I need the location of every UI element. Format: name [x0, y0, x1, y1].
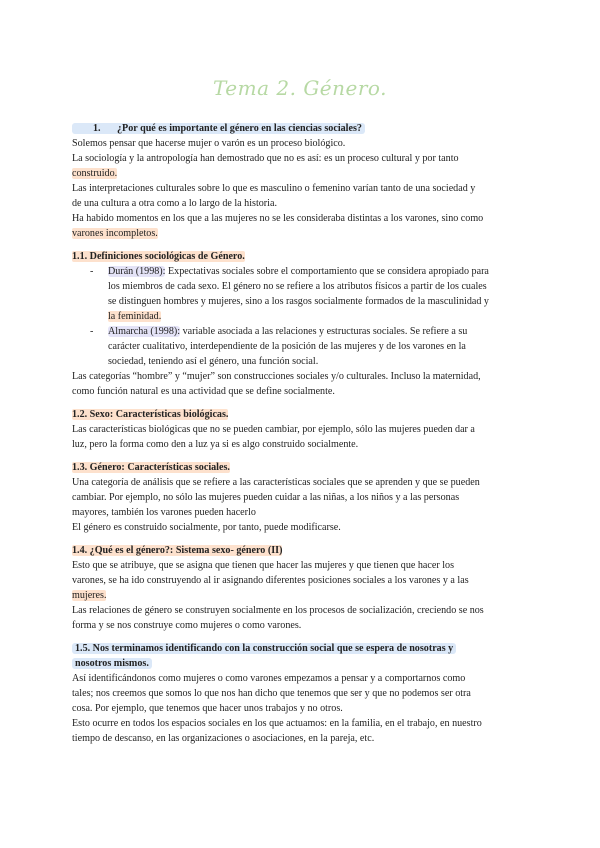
section-heading-1-2	[72, 407, 532, 422]
text-line	[72, 226, 532, 241]
highlighted-text: varones incompletos.	[72, 228, 158, 239]
bullet-dash: -	[90, 326, 94, 337]
bullet-dash: -	[90, 266, 94, 277]
section-heading-1	[72, 121, 532, 136]
text-line: cambiar. Por ejemplo, no sólo las mujeres pueden cuidar a las niñas, a los niños y a las personas	[72, 492, 460, 503]
bullet-text: Expectativas sociales sobre el comportamiento que se considera apropiado para	[168, 266, 489, 277]
section-heading-1-5	[72, 641, 532, 656]
text-line	[72, 588, 532, 603]
text-line: Ha habido momentos en los que a las mujeres no se les consideraba distintas a los varones, sino como	[72, 213, 484, 224]
section-heading-1-highlight	[72, 123, 365, 134]
text-line: mayores, también los varones pueden hacerlo	[72, 507, 256, 518]
section-heading-text: ¿Por qué es importante el género en las ciencias sociales?	[117, 123, 362, 134]
text-line: Las categorías “hombre” y “mujer” son construcciones sociales y/o culturales. Incluso la maternidad,	[72, 371, 481, 382]
text-line: de una cultura a otra como a lo largo de la historia.	[72, 198, 277, 209]
text-line: cosa. Por ejemplo, que tenemos que hacer unos trabajos y no otros.	[72, 703, 343, 714]
bullet-text-line: carácter cualitativo, interdependiente de la posición de las mujeres y de los varones en la	[108, 341, 466, 352]
text-line: Solemos pensar que hacerse mujer o varón es un proceso biológico.	[72, 138, 346, 149]
section-heading-1-1	[72, 249, 532, 264]
text-line: El género es construido socialmente, por tanto, puede modificarse.	[72, 522, 341, 533]
text-line: forma y se nos construye como mujeres o como varones.	[72, 620, 302, 631]
section-heading-1-3	[72, 460, 532, 475]
text-line: varones, se ha ido construyendo al ir asignando diferentes posiciones sociales a los varones y a las	[72, 575, 469, 586]
author-citation: Almarcha (1998):	[108, 326, 181, 337]
section-number: 1.	[93, 123, 101, 134]
text-line: luz, pero la forma como den a luz ya si es algo construido socialmente.	[72, 439, 359, 450]
text-line: Una categoría de análisis que se refiere a las características sociales que se aprenden y que se pueden	[72, 477, 480, 488]
text-line: La sociología y la antropología han demostrado que no es así: es un proceso cultural y por tanto	[72, 153, 459, 164]
bullet-text-line: los miembros de cada sexo. El género no se refiere a los atributos físicos a partir de los cuales	[108, 281, 487, 292]
highlighted-text: mujeres.	[72, 590, 107, 601]
highlighted-text: construido.	[72, 168, 118, 179]
section-heading-text: 1.4. ¿Qué es el género?: Sistema sexo- género (II)	[72, 545, 283, 556]
highlighted-text: la feminidad.	[108, 311, 162, 322]
text-line: como función natural es una actividad que se define socialmente.	[72, 386, 335, 397]
text-line: Esto ocurre en todos los espacios sociales en los que actuamos: en la familia, en el trabajo, en nuestro	[72, 718, 482, 729]
section-heading-text: 1.5. Nos terminamos identificando con la construcción social que se espera de nosotras y	[72, 643, 456, 654]
page-title: Tema 2. Género.	[213, 76, 387, 100]
bullet-text: variable asociada a las relaciones y estructuras sociales. Se refiere a su	[182, 326, 468, 337]
bullet-text-line: se distinguen hombres y mujeres, sino a los rasgos socialmente formados de la masculinidad y	[108, 296, 489, 307]
text-line: Así identificándonos como mujeres o como varones empezamos a pensar y a comportarnos como	[72, 673, 466, 684]
section-heading-text: 1.2. Sexo: Características biológicas.	[72, 409, 229, 420]
text-line: tales; nos creemos que somos lo que nos han dicho que tenemos que ser y que no podemos ser otra	[72, 688, 471, 699]
author-citation: Durán (1998):	[108, 266, 166, 277]
section-heading-text: 1.1. Definiciones sociológicas de Género.	[72, 251, 245, 262]
bullet-almarcha	[72, 324, 532, 339]
text-line: Las interpretaciones culturales sobre lo que es masculino o femenino varían tanto de una sociedad y	[72, 183, 476, 194]
text-line: Las características biológicas que no se pueden cambiar, por ejemplo, sólo las mujeres pueden dar a	[72, 424, 475, 435]
section-heading-1-4	[72, 543, 532, 558]
text-line: tiempo de descanso, en las organizaciones o asociaciones, en la pareja, etc.	[72, 733, 375, 744]
text-line	[72, 166, 532, 181]
bullet-duran	[72, 264, 532, 279]
text-line: Las relaciones de género se construyen socialmente en los procesos de socialización, creciendo se nos	[72, 605, 484, 616]
bullet-text-line	[72, 309, 532, 324]
bullet-text-line: sociedad, teniendo así el género, una función social.	[108, 356, 319, 367]
section-heading-text: nosotros mismos.	[72, 658, 152, 669]
text-line: Esto que se atribuye, que se asigna que tienen que hacer las mujeres y que tienen que hacer los	[72, 560, 455, 571]
section-heading-text: 1.3. Género: Características sociales.	[72, 462, 230, 473]
section-heading-1-5-cont	[72, 656, 532, 671]
document-body	[72, 121, 532, 746]
